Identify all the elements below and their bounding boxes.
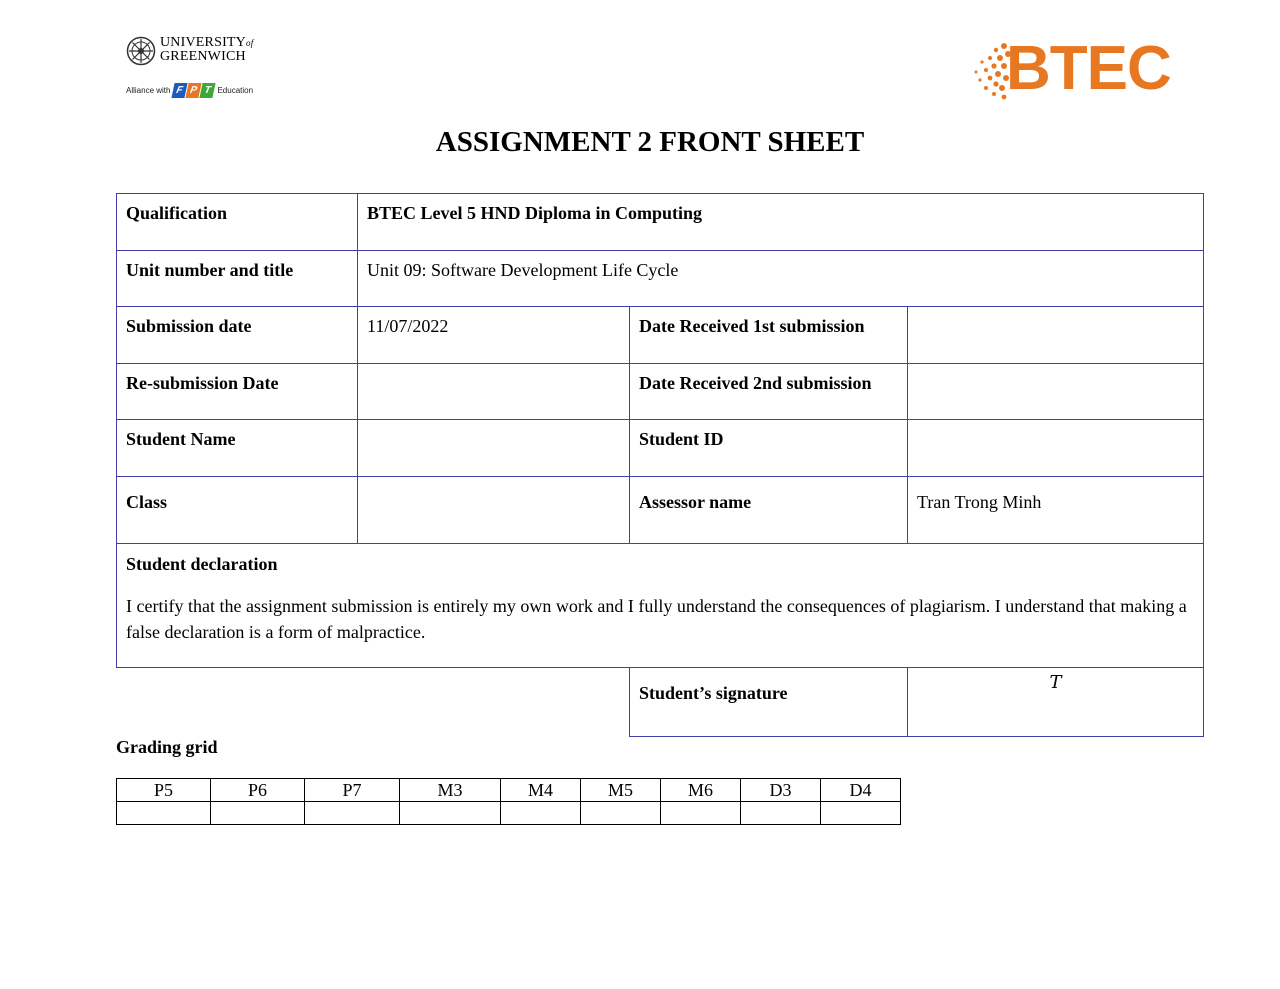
received-1st-label: Date Received 1st submission xyxy=(630,307,908,364)
grading-cell-m3 xyxy=(400,802,501,825)
grading-values-row xyxy=(117,802,901,825)
student-id-value xyxy=(908,420,1204,477)
table-row xyxy=(117,544,1204,668)
student-name-value xyxy=(358,420,630,477)
resubmission-value xyxy=(358,364,630,420)
grading-criterion-m4: M4 xyxy=(501,779,581,802)
declaration-heading: Student declaration xyxy=(126,554,278,574)
student-id-label: Student ID xyxy=(630,420,908,477)
grading-cell-p5 xyxy=(117,802,211,825)
grading-cell-d3 xyxy=(741,802,821,825)
grading-criteria-row xyxy=(117,779,901,802)
assessor-label: Assessor name xyxy=(630,477,908,544)
table-row xyxy=(117,307,1204,364)
blank-cell xyxy=(117,668,630,737)
table-row xyxy=(117,477,1204,544)
university-seal-icon xyxy=(126,36,156,66)
btec-logo xyxy=(970,34,1171,104)
grading-cell-d4 xyxy=(821,802,901,825)
class-label: Class xyxy=(117,477,358,544)
page-title: ASSIGNMENT 2 FRONT SHEET xyxy=(435,126,865,158)
table-row xyxy=(117,194,1204,251)
student-signature: T xyxy=(908,668,1204,737)
fpt-letter-f: F xyxy=(172,83,188,98)
grading-criterion-p7: P7 xyxy=(305,779,400,802)
table-row xyxy=(117,668,1204,737)
university-line2: GREENWICH xyxy=(160,49,246,64)
grading-criterion-p6: P6 xyxy=(211,779,305,802)
declaration-cell xyxy=(117,544,1204,668)
grading-criterion-m5: M5 xyxy=(581,779,661,802)
grading-criterion-d4: D4 xyxy=(821,779,901,802)
grading-criterion-m6: M6 xyxy=(661,779,741,802)
grading-criterion-m3: M3 xyxy=(400,779,501,802)
university-line1: UNIVERSITY xyxy=(160,35,246,50)
student-name-label: Student Name xyxy=(117,420,358,477)
grading-criterion-p5: P5 xyxy=(117,779,211,802)
fpt-logo xyxy=(173,83,214,98)
grading-criterion-d3: D3 xyxy=(741,779,821,802)
qualification-value: BTEC Level 5 HND Diploma in Computing xyxy=(358,194,1204,251)
university-of: of xyxy=(246,38,254,48)
received-2nd-label: Date Received 2nd submission xyxy=(630,364,908,420)
grading-cell-m4 xyxy=(501,802,581,825)
received-2nd-value xyxy=(908,364,1204,420)
declaration-text: I certify that the assignment submission is entirely my own work and I fully understand the consequences of plagiarism. I understand that making a false declaration is a form of malpractice. xyxy=(126,596,1187,642)
grading-grid-label: Grading grid xyxy=(116,737,218,757)
table-row xyxy=(117,251,1204,307)
fpt-letter-p: P xyxy=(186,83,202,98)
received-1st-value xyxy=(908,307,1204,364)
education-text: Education xyxy=(217,86,254,95)
alliance-text: Alliance with xyxy=(126,86,171,95)
resubmission-label: Re-submission Date xyxy=(117,364,358,420)
assessor-value: Tran Trong Minh xyxy=(908,477,1204,544)
btec-wordmark: BTEC xyxy=(1006,34,1171,103)
unit-value: Unit 09: Software Development Life Cycle xyxy=(358,251,1204,307)
alliance-line xyxy=(126,83,253,98)
university-name xyxy=(160,36,253,64)
fpt-letter-t: T xyxy=(200,83,216,98)
signature-label: Student’s signature xyxy=(630,668,908,737)
grading-cell-p7 xyxy=(305,802,400,825)
grading-cell-m5 xyxy=(581,802,661,825)
submission-date-label: Submission date xyxy=(117,307,358,364)
qualification-label: Qualification xyxy=(117,194,358,251)
front-sheet-table xyxy=(116,193,1204,737)
class-value xyxy=(358,477,630,544)
unit-label: Unit number and title xyxy=(117,251,358,307)
grading-cell-m6 xyxy=(661,802,741,825)
grading-grid-table xyxy=(116,778,901,825)
table-row xyxy=(117,364,1204,420)
grading-cell-p6 xyxy=(211,802,305,825)
greenwich-logo xyxy=(126,36,266,102)
submission-date-value: 11/07/2022 xyxy=(358,307,630,364)
table-row xyxy=(117,420,1204,477)
